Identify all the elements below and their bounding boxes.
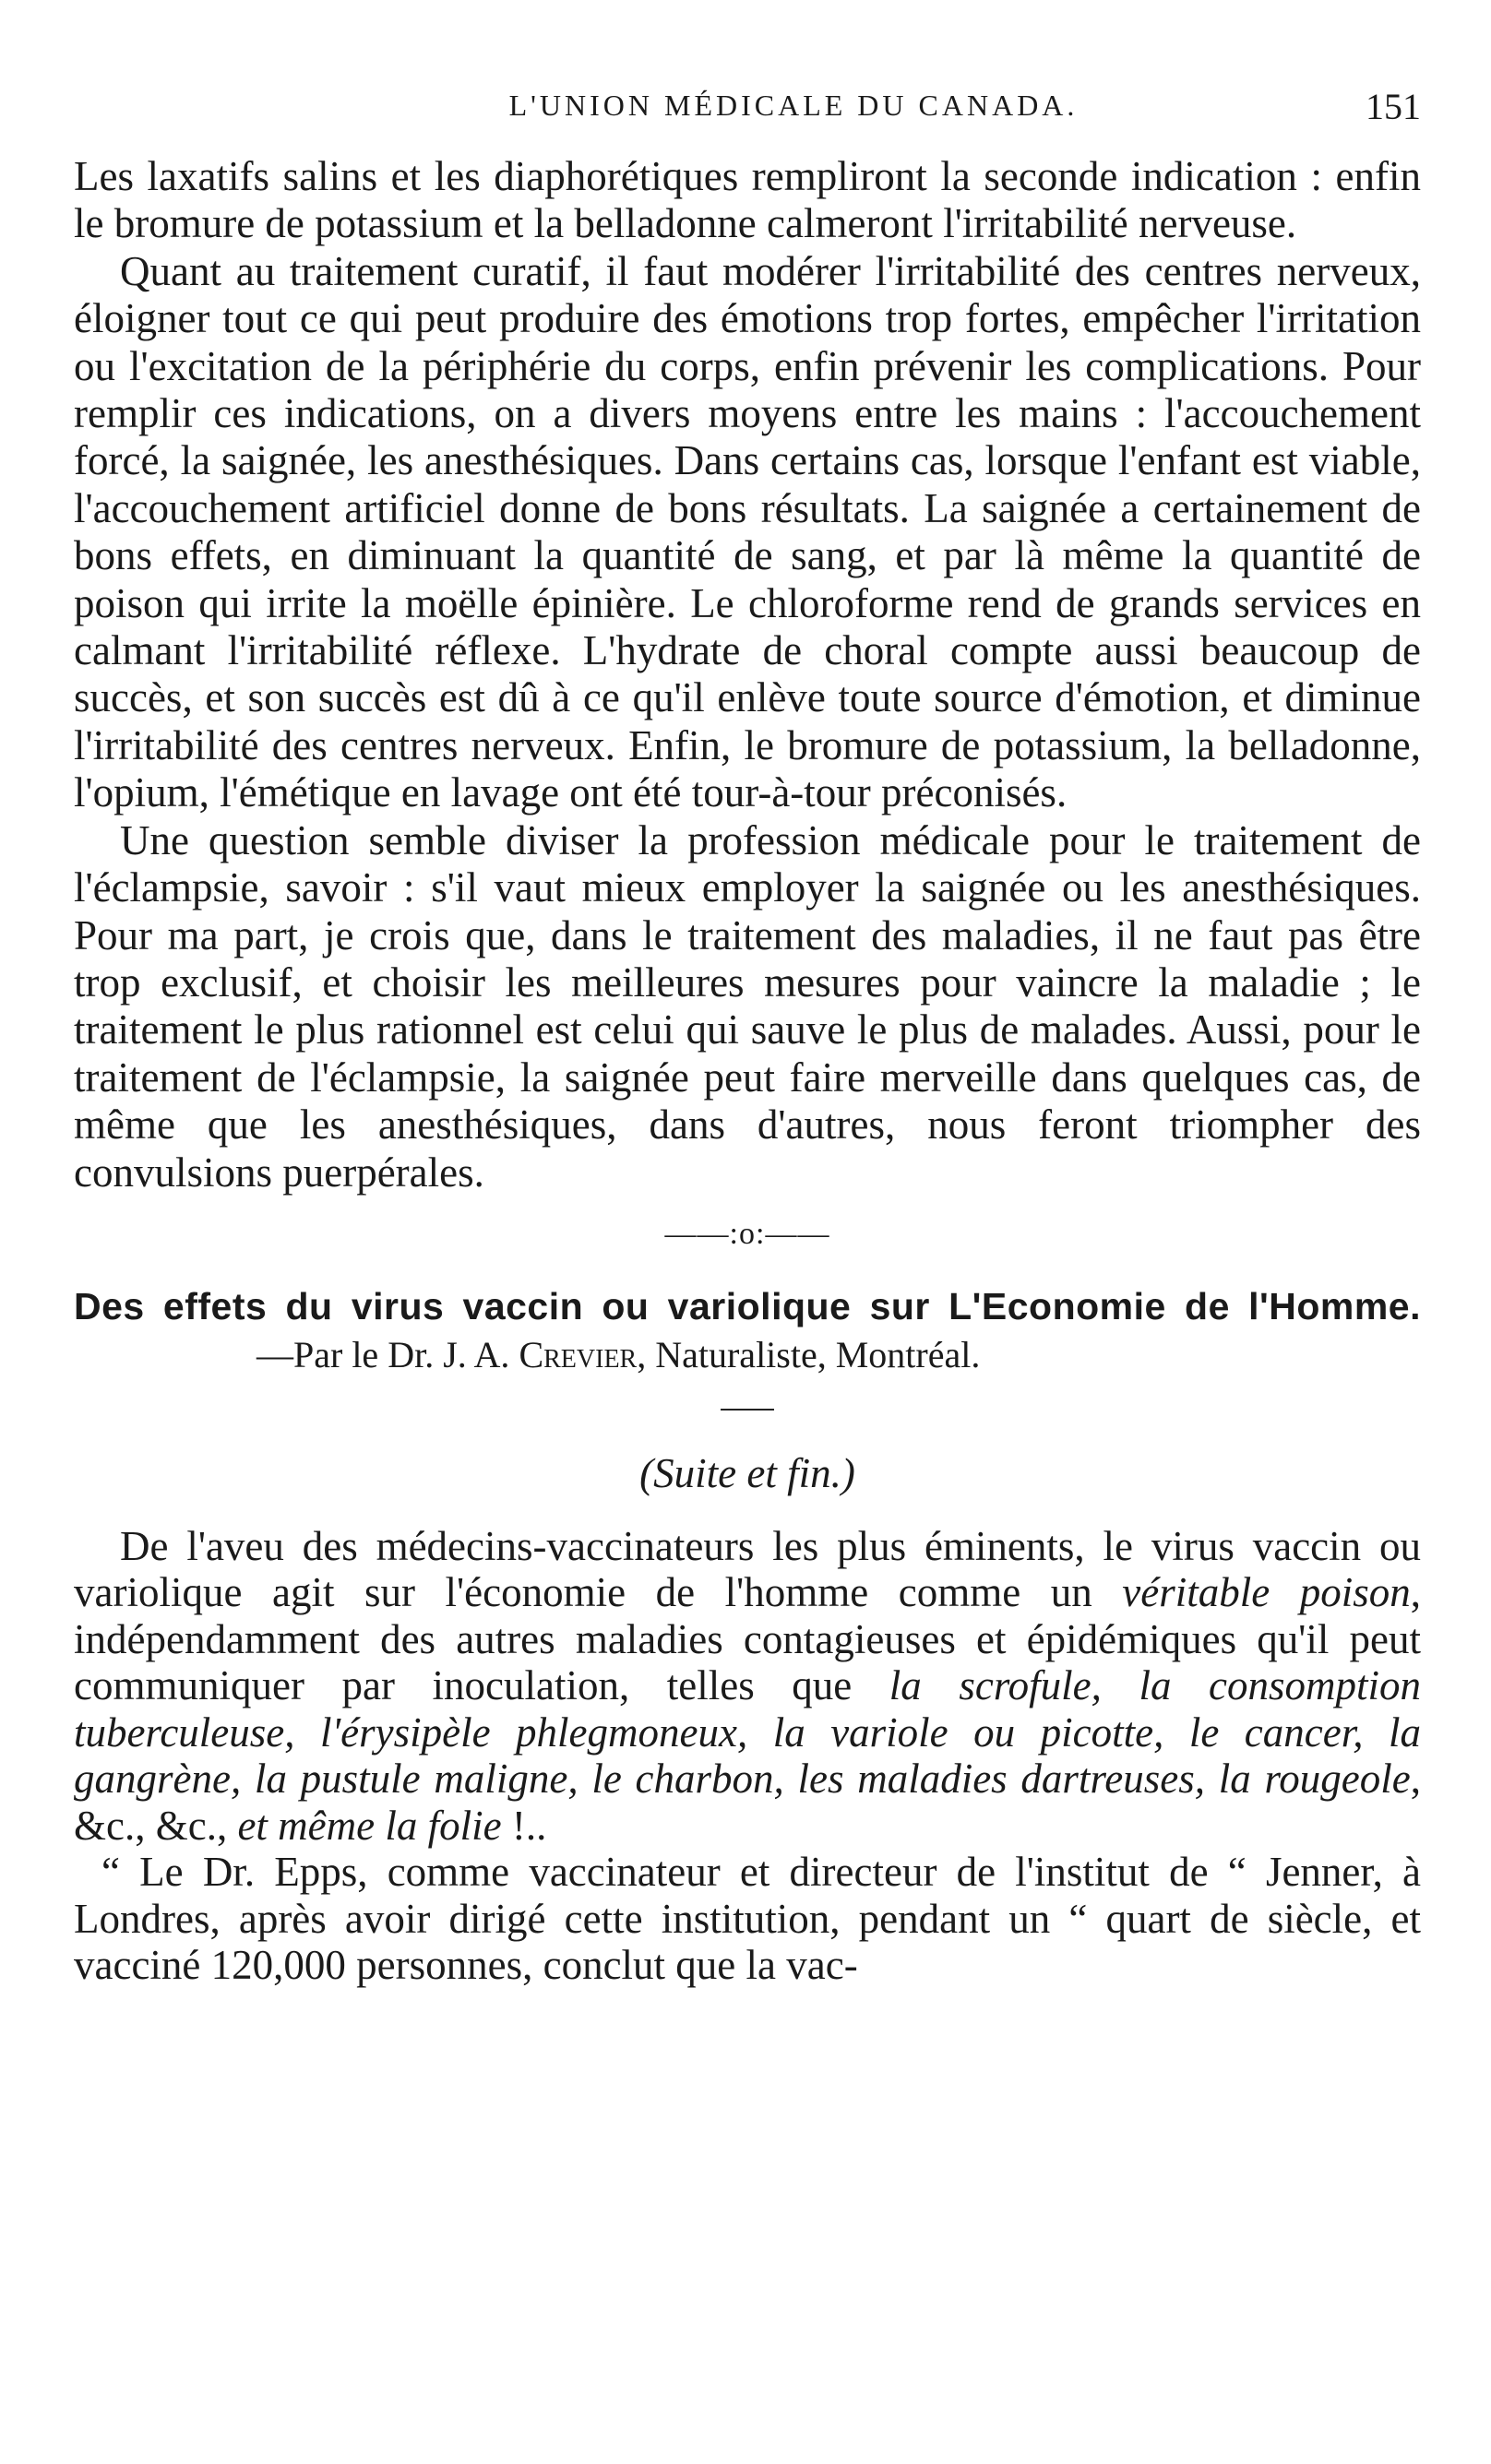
byline-prefix: —Par le Dr. J. A. bbox=[256, 1333, 519, 1375]
paragraph-dr-epps: “ Le Dr. Epps, comme vaccinateur et directeur de l'institut de “ Jenner, à Londres, après avoir dirigé cette institution, pendant un “ quart de siècle, et vacciné 120,000 personnes, conclut que la vac- bbox=[74, 1849, 1421, 1989]
running-header bbox=[74, 86, 1421, 153]
article-title: Des effets du virus vaccin ou variolique sur L'Economie de l'Homme. bbox=[74, 1284, 1421, 1327]
p1-text-c: , &c., &c., bbox=[74, 1756, 1421, 1849]
p1-text-d: !.. bbox=[501, 1802, 547, 1849]
byline-author: Crevier bbox=[519, 1333, 638, 1375]
byline-suffix: , Naturaliste, Montréal. bbox=[637, 1333, 981, 1375]
p1-emphasis-diseases: la scrofule, la consomption tuberculeuse, l'érysipèle phlegmoneux, la variole ou picotte, le cancer, la gangrène, la pustule maligne, le charbon, les maladies dartreuses, la rougeole bbox=[74, 1662, 1421, 1803]
paragraph-aveu-medecins bbox=[74, 1523, 1421, 1850]
article-byline bbox=[74, 1333, 1421, 1377]
p1-emphasis-folie: et même la folie bbox=[237, 1802, 502, 1849]
paragraph-traitement-curatif: Quant au traitement curatif, il faut modérer l'irritabilité des centres nerveux, éloigner tout ce qui peut produire des émotions trop fortes, empêcher l'irritation ou l'excitation de la périphérie du corps, enfin prévenir les complications. Pour remplir ces indications, on a divers moyens entre les mains : l'accouchement forcé, la saignée, les anesthésiques. Dans certains cas, lorsque l'enfant est viable, l'accouchement artificiel donne de bons résultats. La saignée a certainement de bons effets, en diminuant la quantité de sang, et par là même la quantité de poison qui irrite la moëlle épinière. Le chloroforme rend de grands services en calmant l'irritabilité réflexe. L'hydrate de choral compte aussi beaucoup de succès, et son succès est dû à ce qu'il enlève toute source d'émotion, et diminue l'irritabilité des centres nerveux. Enfin, le bromure de potassium, la belladonne, l'opium, l'émétique en lavage ont été tour-à-tour préconisés. bbox=[74, 247, 1421, 816]
p1-emphasis-poison: véritable poison bbox=[1122, 1569, 1411, 1616]
paragraph-laxatifs: Les laxatifs salins et les diaphorétiques rempliront la seconde indication : enfin le bromure de potassium et la belladonne calmeront l'irritabilité nerveuse. bbox=[74, 153, 1421, 247]
p1-text-b: , indépendamment des autres maladies contagieuses et épidémiques qu'il peut communiquer par inoculation, telles que bbox=[74, 1569, 1421, 1709]
running-title: L'UNION MÉDICALE DU CANADA. bbox=[508, 89, 1079, 122]
title-rule bbox=[721, 1409, 774, 1411]
continued-label: (Suite et fin.) bbox=[639, 1449, 855, 1496]
p1-text-a: De l'aveu des médecins-vaccinateurs les plus éminents, le virus vaccin ou variolique agit sur l'économie de l'homme comme un bbox=[74, 1522, 1421, 1616]
document-page bbox=[74, 86, 1421, 1989]
section-separator: ——:o:—— bbox=[664, 1216, 830, 1251]
paragraph-question-eclampsie: Une question semble diviser la profession médicale pour le traitement de l'éclampsie, savoir : s'il vaut mieux employer la saignée ou les anesthésiques. Pour ma part, je crois que, dans le traitement des maladies, il ne faut pas être trop exclusif, et choisir les meilleures mesures pour vaincre la maladie ; le traitement le plus rationnel est celui qui sauve le plus de malades. Aussi, pour le traitement de l'éclampsie, la saignée peut faire merveille dans quelques cas, de même que les anesthésiques, dans d'autres, nous feront triompher des convulsions puerpérales. bbox=[74, 816, 1421, 1196]
page-number: 151 bbox=[1366, 86, 1421, 127]
